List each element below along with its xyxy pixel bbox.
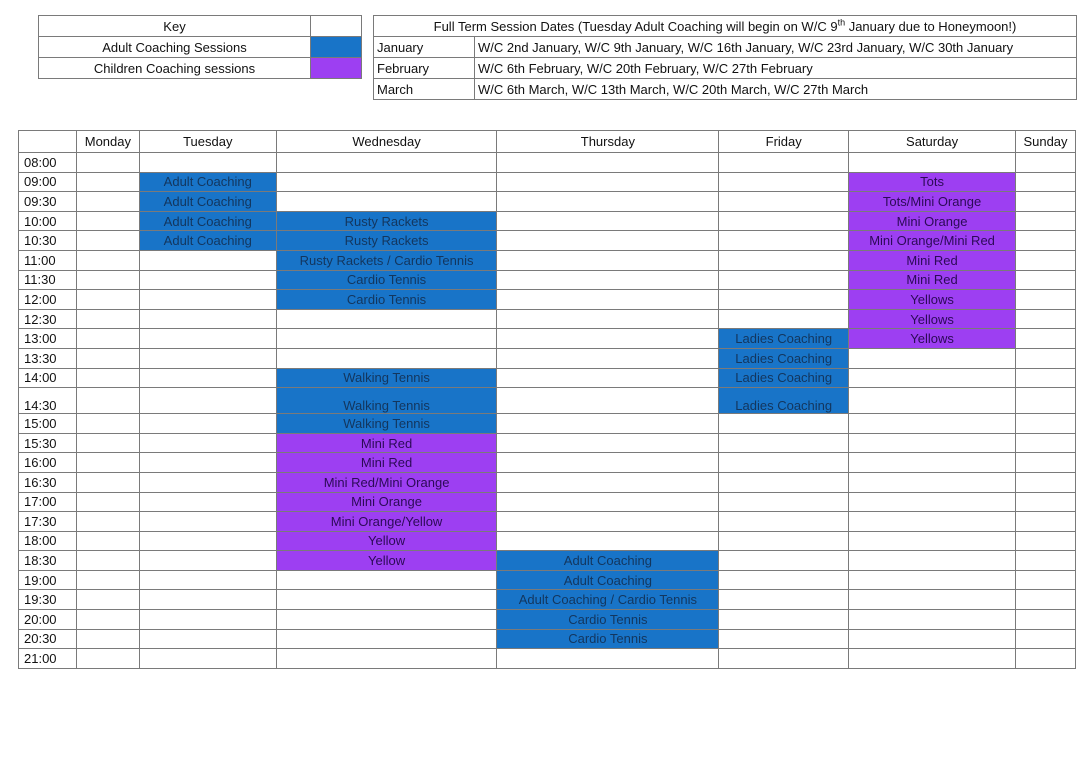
- timeslot-row: [19, 472, 1076, 492]
- empty-slot-cell: [1015, 348, 1075, 368]
- timetable-corner: [19, 131, 77, 153]
- time-label: 09:30: [19, 192, 77, 212]
- empty-slot-cell: [719, 309, 849, 329]
- empty-slot-cell: [76, 329, 139, 349]
- key-children-swatch: [311, 58, 362, 79]
- empty-slot-cell: [497, 368, 719, 388]
- empty-slot-cell: [139, 492, 276, 512]
- empty-slot-cell: [719, 492, 849, 512]
- empty-slot-cell: [849, 492, 1016, 512]
- children-session-cell: Mini Orange: [276, 492, 497, 512]
- empty-slot-cell: [849, 414, 1016, 434]
- term-month: February: [374, 58, 475, 79]
- timeslot-row: [19, 433, 1076, 453]
- empty-slot-cell: [139, 250, 276, 270]
- empty-slot-cell: [1015, 570, 1075, 590]
- empty-slot-cell: [497, 453, 719, 473]
- empty-slot-cell: [719, 433, 849, 453]
- empty-slot-cell: [497, 414, 719, 434]
- empty-slot-cell: [719, 531, 849, 551]
- adult-session-cell: Rusty Rackets: [276, 211, 497, 231]
- empty-slot-cell: [76, 231, 139, 251]
- adult-session-cell: Cardio Tennis: [497, 610, 719, 630]
- adult-session-cell: Cardio Tennis: [497, 629, 719, 649]
- empty-slot-cell: [76, 368, 139, 388]
- empty-slot-cell: [719, 192, 849, 212]
- adult-session-cell: Ladies Coaching: [719, 329, 849, 349]
- term-weeks: W/C 6th March, W/C 13th March, W/C 20th March, W/C 27th March: [475, 79, 1077, 100]
- empty-slot-cell: [276, 649, 497, 669]
- time-label: 14:00: [19, 368, 77, 388]
- empty-slot-cell: [719, 512, 849, 532]
- empty-slot-cell: [76, 590, 139, 610]
- term-dates-title-part1: Full Term Session Dates (Tuesday Adult Coaching will begin on W/C 9: [433, 18, 838, 34]
- adult-session-cell: Adult Coaching: [139, 172, 276, 192]
- empty-slot-cell: [849, 453, 1016, 473]
- empty-slot-cell: [497, 309, 719, 329]
- empty-slot-cell: [76, 388, 139, 414]
- empty-slot-cell: [76, 433, 139, 453]
- empty-slot-cell: [1015, 211, 1075, 231]
- adult-session-cell: Walking Tennis: [276, 368, 497, 388]
- term-month: March: [374, 79, 475, 100]
- empty-slot-cell: [497, 211, 719, 231]
- timeslot-row: [19, 649, 1076, 669]
- children-session-cell: Mini Orange/Yellow: [276, 512, 497, 532]
- empty-slot-cell: [1015, 649, 1075, 669]
- empty-slot-cell: [76, 192, 139, 212]
- empty-slot-cell: [719, 153, 849, 173]
- empty-slot-cell: [139, 472, 276, 492]
- empty-slot-cell: [76, 153, 139, 173]
- empty-slot-cell: [76, 290, 139, 310]
- term-weeks: W/C 6th February, W/C 20th February, W/C 27th February: [475, 58, 1077, 79]
- empty-slot-cell: [76, 172, 139, 192]
- timeslot-row: [19, 172, 1076, 192]
- adult-session-cell: Cardio Tennis: [276, 290, 497, 310]
- empty-slot-cell: [497, 290, 719, 310]
- time-label: 10:00: [19, 211, 77, 231]
- adult-session-cell: Adult Coaching: [497, 570, 719, 590]
- empty-slot-cell: [849, 472, 1016, 492]
- empty-slot-cell: [849, 649, 1016, 669]
- time-label: 13:30: [19, 348, 77, 368]
- day-header-monday: Monday: [76, 131, 139, 153]
- empty-slot-cell: [849, 570, 1016, 590]
- empty-slot-cell: [139, 329, 276, 349]
- empty-slot-cell: [497, 512, 719, 532]
- empty-slot-cell: [497, 270, 719, 290]
- empty-slot-cell: [497, 231, 719, 251]
- empty-slot-cell: [139, 512, 276, 532]
- timeslot-row: [19, 629, 1076, 649]
- children-session-cell: Yellow: [276, 551, 497, 571]
- empty-slot-cell: [76, 570, 139, 590]
- empty-slot-cell: [139, 629, 276, 649]
- empty-slot-cell: [139, 610, 276, 630]
- empty-slot-cell: [849, 433, 1016, 453]
- time-label: 09:00: [19, 172, 77, 192]
- empty-slot-cell: [497, 153, 719, 173]
- time-label: 16:00: [19, 453, 77, 473]
- empty-slot-cell: [76, 610, 139, 630]
- timeslot-row: [19, 329, 1076, 349]
- adult-session-cell: Rusty Rackets: [276, 231, 497, 251]
- empty-slot-cell: [849, 348, 1016, 368]
- timeslot-row: [19, 388, 1076, 414]
- empty-slot-cell: [719, 570, 849, 590]
- empty-slot-cell: [1015, 192, 1075, 212]
- timeslot-row: [19, 590, 1076, 610]
- time-label: 15:00: [19, 414, 77, 434]
- empty-slot-cell: [497, 172, 719, 192]
- timeslot-row: [19, 192, 1076, 212]
- empty-slot-cell: [719, 290, 849, 310]
- empty-slot-cell: [719, 629, 849, 649]
- empty-slot-cell: [719, 231, 849, 251]
- time-label: 20:30: [19, 629, 77, 649]
- empty-slot-cell: [76, 453, 139, 473]
- timeslot-row: [19, 309, 1076, 329]
- empty-slot-cell: [1015, 309, 1075, 329]
- day-header-sunday: Sunday: [1015, 131, 1075, 153]
- empty-slot-cell: [276, 192, 497, 212]
- empty-slot-cell: [849, 610, 1016, 630]
- time-label: 18:00: [19, 531, 77, 551]
- timeslot-row: [19, 610, 1076, 630]
- children-session-cell: Mini Red: [849, 250, 1016, 270]
- children-session-cell: Yellows: [849, 290, 1016, 310]
- timeslot-row: [19, 512, 1076, 532]
- timeslot-row: [19, 250, 1076, 270]
- empty-slot-cell: [139, 290, 276, 310]
- empty-slot-cell: [276, 172, 497, 192]
- empty-slot-cell: [139, 309, 276, 329]
- adult-session-cell: Adult Coaching: [139, 211, 276, 231]
- timeslot-row: [19, 290, 1076, 310]
- empty-slot-cell: [497, 649, 719, 669]
- day-header-saturday: Saturday: [849, 131, 1016, 153]
- empty-slot-cell: [1015, 388, 1075, 414]
- empty-slot-cell: [719, 414, 849, 434]
- children-session-cell: Yellow: [276, 531, 497, 551]
- term-dates-title: [374, 16, 1077, 37]
- empty-slot-cell: [76, 629, 139, 649]
- key-adult-swatch: [311, 37, 362, 58]
- key-title-blank: [311, 16, 362, 37]
- term-month: January: [374, 37, 475, 58]
- empty-slot-cell: [76, 250, 139, 270]
- day-header-friday: Friday: [719, 131, 849, 153]
- empty-slot-cell: [849, 153, 1016, 173]
- empty-slot-cell: [849, 590, 1016, 610]
- timeslot-row: [19, 153, 1076, 173]
- weekly-timetable: [18, 130, 1076, 669]
- empty-slot-cell: [719, 211, 849, 231]
- empty-slot-cell: [1015, 590, 1075, 610]
- empty-slot-cell: [497, 388, 719, 414]
- empty-slot-cell: [497, 433, 719, 453]
- adult-session-cell: Walking Tennis: [276, 414, 497, 434]
- empty-slot-cell: [139, 531, 276, 551]
- children-session-cell: Tots: [849, 172, 1016, 192]
- empty-slot-cell: [849, 551, 1016, 571]
- empty-slot-cell: [1015, 512, 1075, 532]
- children-session-cell: Tots/Mini Orange: [849, 192, 1016, 212]
- empty-slot-cell: [719, 472, 849, 492]
- timeslot-row: [19, 531, 1076, 551]
- time-label: 12:00: [19, 290, 77, 310]
- empty-slot-cell: [139, 453, 276, 473]
- key-children-label: Children Coaching sessions: [39, 58, 311, 79]
- empty-slot-cell: [139, 649, 276, 669]
- time-label: 12:30: [19, 309, 77, 329]
- adult-session-cell: Adult Coaching: [139, 192, 276, 212]
- time-label: 15:30: [19, 433, 77, 453]
- empty-slot-cell: [719, 270, 849, 290]
- empty-slot-cell: [1015, 270, 1075, 290]
- empty-slot-cell: [1015, 551, 1075, 571]
- day-header-wednesday: Wednesday: [276, 131, 497, 153]
- empty-slot-cell: [849, 388, 1016, 414]
- timeslot-row: [19, 270, 1076, 290]
- empty-slot-cell: [1015, 329, 1075, 349]
- term-weeks: W/C 2nd January, W/C 9th January, W/C 16th January, W/C 23rd January, W/C 30th January: [475, 37, 1077, 58]
- empty-slot-cell: [139, 270, 276, 290]
- empty-slot-cell: [1015, 172, 1075, 192]
- empty-slot-cell: [76, 649, 139, 669]
- timeslot-row: [19, 368, 1076, 388]
- empty-slot-cell: [1015, 368, 1075, 388]
- empty-slot-cell: [76, 472, 139, 492]
- empty-slot-cell: [276, 570, 497, 590]
- empty-slot-cell: [76, 512, 139, 532]
- term-dates-row: [374, 79, 1077, 100]
- adult-session-cell: Adult Coaching / Cardio Tennis: [497, 590, 719, 610]
- time-label: 13:00: [19, 329, 77, 349]
- empty-slot-cell: [76, 492, 139, 512]
- key-adult-label: Adult Coaching Sessions: [39, 37, 311, 58]
- empty-slot-cell: [849, 512, 1016, 532]
- empty-slot-cell: [276, 348, 497, 368]
- empty-slot-cell: [1015, 453, 1075, 473]
- timeslot-row: [19, 492, 1076, 512]
- empty-slot-cell: [76, 348, 139, 368]
- term-dates-title-sup: th: [837, 17, 846, 28]
- empty-slot-cell: [1015, 414, 1075, 434]
- empty-slot-cell: [497, 250, 719, 270]
- empty-slot-cell: [276, 610, 497, 630]
- time-label: 19:00: [19, 570, 77, 590]
- empty-slot-cell: [139, 388, 276, 414]
- empty-slot-cell: [139, 368, 276, 388]
- empty-slot-cell: [76, 414, 139, 434]
- term-dates-table: [373, 15, 1077, 100]
- empty-slot-cell: [1015, 472, 1075, 492]
- empty-slot-cell: [276, 309, 497, 329]
- day-header-thursday: Thursday: [497, 131, 719, 153]
- timeslot-row: [19, 570, 1076, 590]
- time-label: 17:30: [19, 512, 77, 532]
- empty-slot-cell: [849, 368, 1016, 388]
- term-dates-row: [374, 58, 1077, 79]
- empty-slot-cell: [1015, 250, 1075, 270]
- adult-session-cell: Cardio Tennis: [276, 270, 497, 290]
- adult-session-cell: Ladies Coaching: [719, 388, 849, 414]
- timeslot-row: [19, 453, 1076, 473]
- time-label: 20:00: [19, 610, 77, 630]
- empty-slot-cell: [76, 531, 139, 551]
- children-session-cell: Yellows: [849, 329, 1016, 349]
- empty-slot-cell: [719, 172, 849, 192]
- empty-slot-cell: [139, 414, 276, 434]
- empty-slot-cell: [849, 629, 1016, 649]
- timeslot-row: [19, 551, 1076, 571]
- empty-slot-cell: [719, 590, 849, 610]
- empty-slot-cell: [1015, 290, 1075, 310]
- empty-slot-cell: [76, 270, 139, 290]
- key-table: [38, 15, 362, 79]
- empty-slot-cell: [76, 211, 139, 231]
- empty-slot-cell: [719, 453, 849, 473]
- adult-session-cell: Rusty Rackets / Cardio Tennis: [276, 250, 497, 270]
- empty-slot-cell: [719, 250, 849, 270]
- empty-slot-cell: [276, 329, 497, 349]
- timeslot-row: [19, 211, 1076, 231]
- children-session-cell: Mini Red: [849, 270, 1016, 290]
- children-session-cell: Mini Orange/Mini Red: [849, 231, 1016, 251]
- time-label: 11:00: [19, 250, 77, 270]
- time-label: 17:00: [19, 492, 77, 512]
- empty-slot-cell: [139, 551, 276, 571]
- empty-slot-cell: [497, 472, 719, 492]
- adult-session-cell: Adult Coaching: [497, 551, 719, 571]
- timeslot-row: [19, 348, 1076, 368]
- empty-slot-cell: [719, 649, 849, 669]
- empty-slot-cell: [719, 551, 849, 571]
- adult-session-cell: Walking Tennis: [276, 388, 497, 414]
- timeslot-row: [19, 231, 1076, 251]
- empty-slot-cell: [139, 433, 276, 453]
- term-dates-row: [374, 37, 1077, 58]
- empty-slot-cell: [276, 590, 497, 610]
- empty-slot-cell: [139, 348, 276, 368]
- time-label: 18:30: [19, 551, 77, 571]
- empty-slot-cell: [497, 531, 719, 551]
- empty-slot-cell: [76, 551, 139, 571]
- time-label: 21:00: [19, 649, 77, 669]
- adult-session-cell: Ladies Coaching: [719, 368, 849, 388]
- empty-slot-cell: [76, 309, 139, 329]
- empty-slot-cell: [139, 570, 276, 590]
- time-label: 19:30: [19, 590, 77, 610]
- adult-session-cell: Ladies Coaching: [719, 348, 849, 368]
- empty-slot-cell: [1015, 629, 1075, 649]
- children-session-cell: Yellows: [849, 309, 1016, 329]
- empty-slot-cell: [139, 153, 276, 173]
- term-dates-title-part2: January due to Honeymoon!): [845, 18, 1017, 34]
- empty-slot-cell: [719, 610, 849, 630]
- adult-session-cell: Adult Coaching: [139, 231, 276, 251]
- time-label: 14:30: [19, 388, 77, 414]
- empty-slot-cell: [139, 590, 276, 610]
- day-header-tuesday: Tuesday: [139, 131, 276, 153]
- empty-slot-cell: [276, 629, 497, 649]
- children-session-cell: Mini Orange: [849, 211, 1016, 231]
- time-label: 16:30: [19, 472, 77, 492]
- time-label: 08:00: [19, 153, 77, 173]
- empty-slot-cell: [497, 329, 719, 349]
- empty-slot-cell: [1015, 531, 1075, 551]
- timetable-header-row: [19, 131, 1076, 153]
- empty-slot-cell: [1015, 433, 1075, 453]
- empty-slot-cell: [1015, 231, 1075, 251]
- empty-slot-cell: [276, 153, 497, 173]
- time-label: 10:30: [19, 231, 77, 251]
- key-title: Key: [39, 16, 311, 37]
- empty-slot-cell: [849, 531, 1016, 551]
- empty-slot-cell: [497, 348, 719, 368]
- empty-slot-cell: [497, 492, 719, 512]
- timeslot-row: [19, 414, 1076, 434]
- empty-slot-cell: [497, 192, 719, 212]
- children-session-cell: Mini Red/Mini Orange: [276, 472, 497, 492]
- empty-slot-cell: [1015, 492, 1075, 512]
- children-session-cell: Mini Red: [276, 453, 497, 473]
- empty-slot-cell: [1015, 153, 1075, 173]
- children-session-cell: Mini Red: [276, 433, 497, 453]
- time-label: 11:30: [19, 270, 77, 290]
- empty-slot-cell: [1015, 610, 1075, 630]
